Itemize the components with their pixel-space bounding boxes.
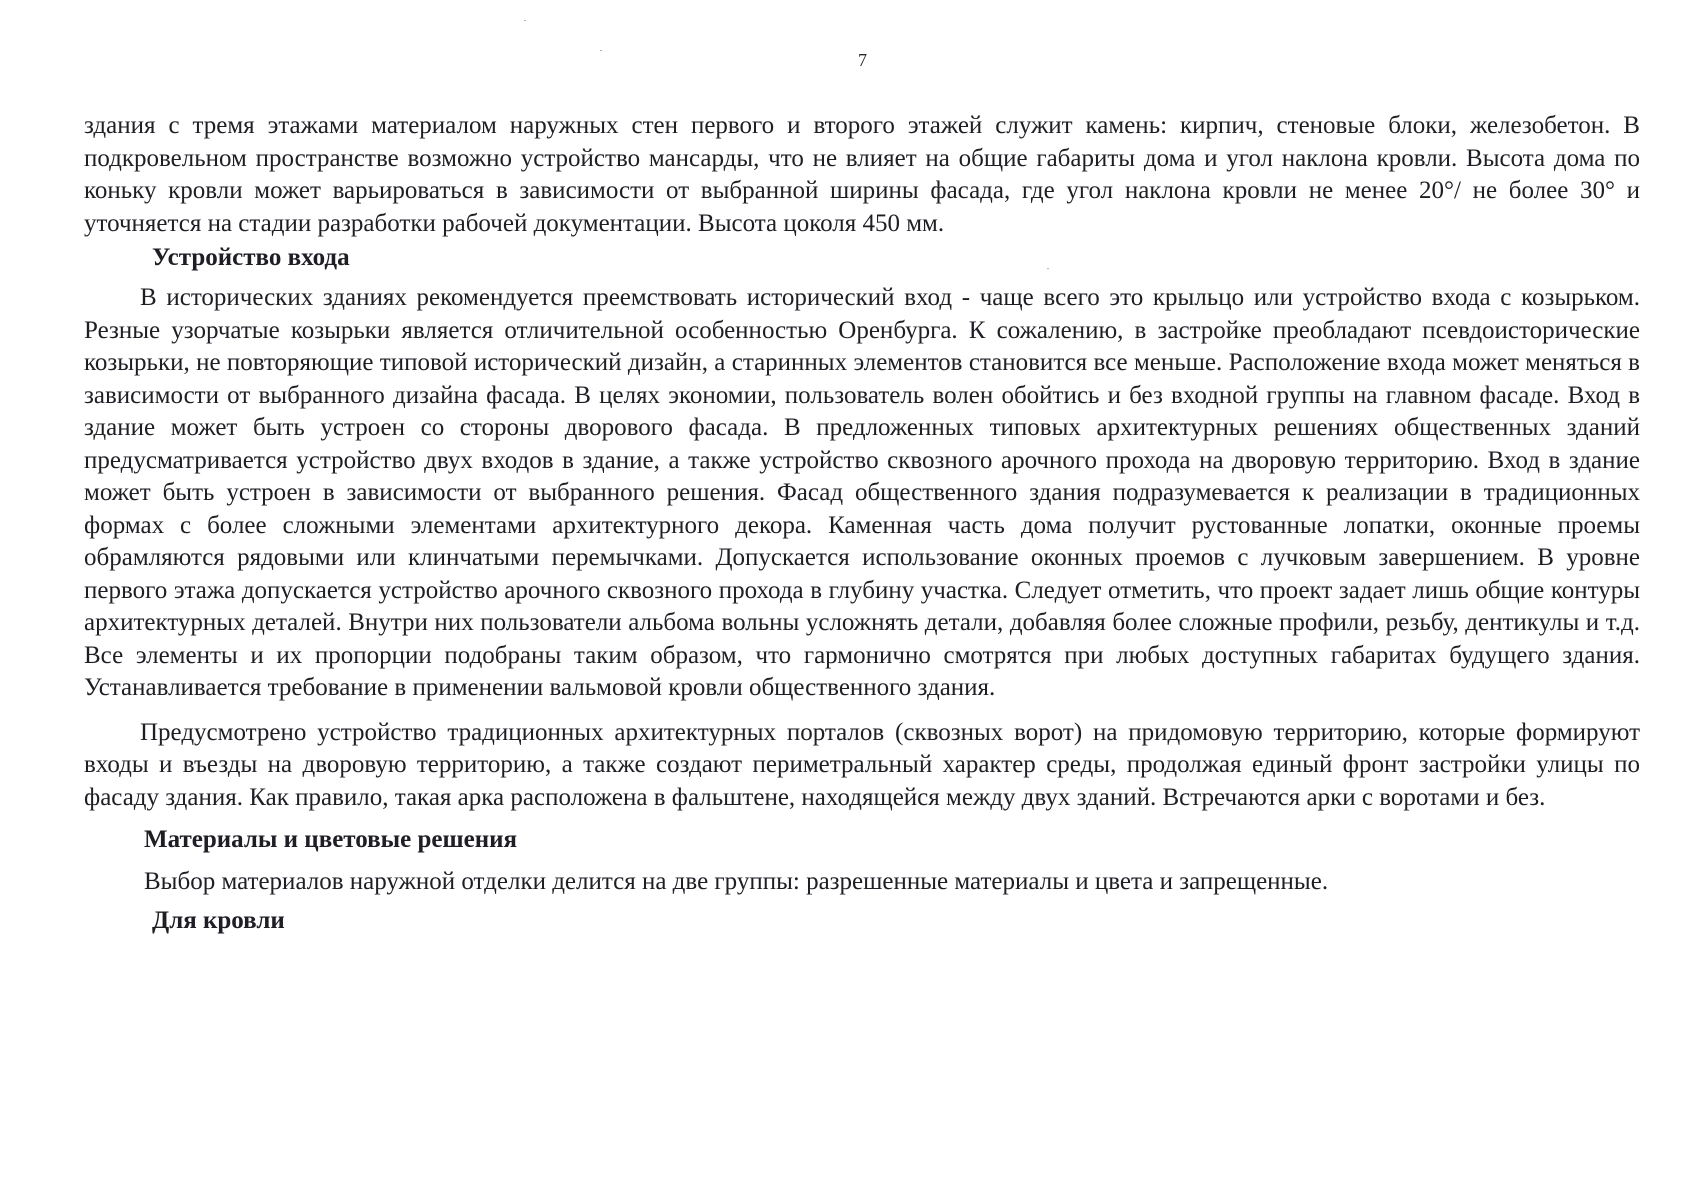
paragraph-entrance: В исторических зданиях рекомендуется преемствовать исторический вход - чаще всего это крыльцо или устройство входа с козырьком. Резные узорчатые козырьки является отличительной особенностью Оренбурга. К сожалению, в застройке преобладают псевдоисторические козырьки, не повторяющие типовой исторический дизайн, а старинных элементов становится все меньше. Расположение входа может меняться в зависимости от выбранного дизайна фасада. В целях экономии, пользователь волен обойтись и без входной группы на главном фасаде. Вход в здание может быть устроен со стороны дворового фасада. В предложенных типовых архитектурных решениях общественных зданий предусматривается устройство двух входов в здание, а также устройство сквозного арочного прохода на дворовую территорию. Вход в здание может быть устроен в зависимости от выбранного решения. Фасад общественного здания подразумевается к реализации в традиционных формах с более сложными элементами архитектурного декора. Каменная часть дома получит рустованные лопатки, оконные проемы обрамляются рядовыми или клинчатыми перемычками. Допускается использование оконных проемов с лучковым завершением. В уровне первого этажа допускается устройство арочного сквозного прохода в глубину участка. Следует отметить, что проект задает лишь общие контуры архитектурных деталей. Внутри них пользователи альбома вольны усложнять детали, добавляя более сложные профили, резьбу, дентикулы и т.д. Все элементы и их пропорции подобраны таким образом, что гармонично смотрятся при любых доступных габаритах будущего здания. Устанавливается требование в применении вальмовой кровли общественного здания. [84, 284, 1640, 701]
page-number: 7 [858, 50, 867, 70]
document-body [84, 110, 1640, 937]
heading-roof: Для кровли [152, 906, 285, 934]
heading-entrance: Устройство входа [152, 244, 350, 271]
scan-speck [524, 20, 526, 21]
paragraph-walls-and-roof: здания с тремя этажами материалом наружных стен первого и второго этажей служит камень: кирпич, стеновые блоки, железобетон. В подкровельном пространстве возможно устройство мансарды, что не влияет на общие габариты дома и угол наклона кровли. Высота дома по коньку кровли может варьироваться в зависимости от выбранной ширины фасада, где угол наклона кровли не менее 20°/ не более 30° и уточняется на стадии разработки рабочей документации. Высота цоколя 450 мм. [84, 112, 1640, 237]
heading-materials-colors: Материалы и цветовые решения [144, 826, 518, 853]
paragraph-materials-choice: Выбор материалов наружной отделки делится на две группы: разрешенные материалы и цвета и запрещенные. [144, 868, 1329, 895]
paragraph-portals: Предусмотрено устройство традиционных архитектурных порталов (сквозных ворот) на придомовую территорию, которые формируют входы и въезды на дворовую территорию, а также создают периметральный характер среды, продолжая единый фронт застройки улицы по фасаду здания. Как правило, такая арка расположена в фальштене, находящейся между двух зданий. Встречаются арки с воротами и без. [84, 718, 1640, 811]
